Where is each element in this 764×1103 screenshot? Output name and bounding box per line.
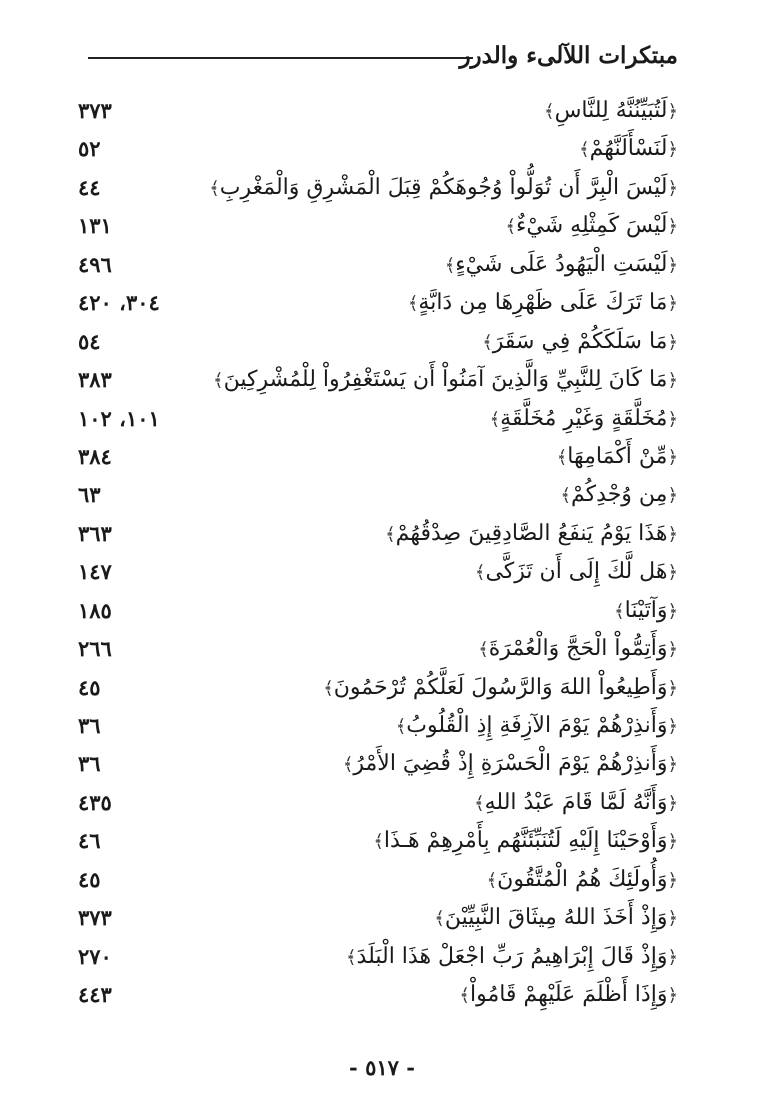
index-entry: [78, 630, 678, 668]
ornate-bracket-close: ﴾: [486, 869, 498, 891]
ornate-bracket-close: ﴾: [614, 600, 625, 622]
ornate-bracket-close: ﴾: [373, 831, 384, 853]
running-header: [88, 40, 678, 74]
index-entry: [78, 707, 678, 745]
ornate-bracket-open: ﴿: [667, 370, 678, 392]
index-entry: [78, 361, 678, 399]
ornate-bracket-close: ﴾: [385, 523, 396, 545]
ornate-bracket-open: ﴿: [667, 254, 678, 276]
index-entry: [78, 899, 678, 937]
ornate-bracket-close: ﴾: [444, 254, 456, 276]
ornate-bracket-close: ﴾: [482, 331, 493, 353]
verse-words: وَآتَيْنَا: [624, 597, 668, 623]
ornate-bracket-open: ﴿: [667, 831, 678, 853]
ornate-bracket-open: ﴿: [667, 985, 678, 1007]
index-entry: [78, 976, 678, 1014]
page-reference: ٣٧٣: [78, 905, 112, 931]
ornate-bracket-close: ﴾: [342, 754, 354, 776]
ornate-bracket-open: ﴿: [667, 177, 678, 199]
verse-words: وَإِذْ قَالَ إِبْرَاهِيمُ رَبِّ اجْعَلْ هَذَا الْبَلَدَ: [356, 943, 668, 969]
ornate-bracket-open: ﴿: [667, 523, 678, 545]
verse-words: وَأَطِيعُواْ اللهَ وَالرَّسُولَ لَعَلَّكُمْ تُرْحَمُونَ: [333, 674, 668, 700]
ornate-bracket-open: ﴿: [667, 485, 678, 507]
verse-index-list: [78, 92, 678, 1015]
verse-text: [506, 211, 679, 242]
verse-text: [490, 404, 678, 435]
page-reference: ١٤٧: [78, 559, 112, 585]
ornate-bracket-open: ﴿: [667, 139, 678, 161]
ornate-bracket-open: ﴿: [667, 600, 678, 622]
verse-words: لَيْسَتِ الْيَهُودُ عَلَى شَيْءٍ: [455, 251, 668, 277]
ornate-bracket-close: ﴾: [560, 485, 572, 507]
verse-text: [396, 711, 678, 742]
ornate-bracket-open: ﴿: [667, 716, 678, 737]
index-entry: [78, 92, 678, 130]
book-title: مبتكرات اللآلىء والدرر: [459, 42, 678, 69]
ornate-bracket-close: ﴾: [323, 677, 334, 699]
page-reference: ٣٦: [78, 713, 101, 738]
page-reference: ٦٣: [78, 482, 101, 508]
verse-words: لَيْسَ الْبِرَّ أَن تُوَلُّواْ وُجُوهَكُمْ قِبَلَ الْمَشْرِقِ وَالْمَغْرِبِ: [219, 174, 668, 200]
index-entry: [78, 745, 678, 783]
verse-text: [209, 173, 678, 204]
page-reference: ٤٤٣: [78, 982, 112, 1008]
verse-words: وَإِذَا أَظْلَمَ عَلَيْهِمْ قَامُواْ: [469, 982, 668, 1008]
ornate-bracket-close: ﴾: [407, 293, 419, 315]
verse-words: وَأُولَئِكَ هُمُ الْمُتَّقُونَ: [497, 866, 668, 892]
ornate-bracket-close: ﴾: [478, 639, 489, 661]
page-reference: ١٨٥: [78, 597, 112, 623]
verse-text: [434, 903, 678, 934]
page-reference: ٤٥: [78, 866, 101, 892]
page-reference: ٤٤: [78, 174, 101, 200]
index-entry: [78, 246, 678, 284]
page-reference: ٣٨٣: [78, 367, 112, 393]
index-entry: [78, 284, 678, 322]
verse-text: [373, 826, 678, 857]
verse-text: [544, 96, 678, 127]
verse-text: [323, 673, 678, 704]
verse-words: لَنَسْأَلَنَّهُمْ: [589, 136, 668, 162]
index-entry: [78, 169, 678, 207]
ornate-bracket-open: ﴿: [667, 408, 678, 430]
verse-text: [213, 365, 678, 396]
verse-words: مَا سَلَكَكُمْ فِي سَقَرَ: [492, 328, 668, 354]
verse-words: مُخَلَّقَةٍ وَغَيْرِ مُخَلَّقَةٍ: [500, 405, 668, 431]
index-entry: [78, 476, 678, 514]
ornate-bracket-open: ﴿: [667, 677, 678, 699]
page-reference: ٣٨٤: [78, 443, 112, 469]
ornate-bracket-open: ﴿: [667, 792, 678, 814]
page-reference: ٢٧٠: [78, 943, 112, 969]
verse-text: [346, 942, 678, 973]
page-reference: ٢٦٦: [78, 636, 112, 662]
ornate-bracket-open: ﴿: [667, 869, 678, 891]
ornate-bracket-close: ﴾: [489, 408, 501, 430]
verse-words: وَأَنذِرْهُمْ يَوْمَ الآزِفَةِ إِذِ الْقُلُوبُ: [406, 713, 668, 738]
verse-text: [343, 749, 678, 780]
index-entry: [78, 553, 678, 591]
verse-words: وَأَنَّهُ لَمَّا قَامَ عَبْدُ اللهِ: [484, 789, 668, 815]
index-entry: [78, 784, 678, 822]
verse-words: هَل لَّكَ إِلَى أَن تَزَكَّى: [485, 559, 668, 585]
ornate-bracket-close: ﴾: [395, 716, 407, 737]
verse-words: مِّنْ أَكْمَامِهَا: [567, 443, 668, 469]
ornate-bracket-close: ﴾: [505, 216, 517, 238]
ornate-bracket-close: ﴾: [474, 792, 485, 814]
verse-text: [487, 865, 678, 896]
verse-words: وَأَوْحَيْنَا إِلَيْهِ لَتُنَبِّئَنَّهُم بِأَمْرِهِمْ هَـذَا: [383, 828, 668, 854]
ornate-bracket-close: ﴾: [579, 139, 590, 161]
ornate-bracket-open: ﴿: [667, 101, 678, 122]
index-entry: [78, 323, 678, 361]
index-entry: [78, 669, 678, 707]
page-reference: ٤٥: [78, 674, 101, 700]
page-reference: ٤٩٦: [78, 251, 112, 277]
verse-text: [459, 980, 678, 1011]
page-reference: ٣٦: [78, 751, 101, 777]
page-reference: ٥٢: [78, 136, 101, 162]
page-reference: ٣٧٣: [78, 98, 112, 123]
page-number: - ٥١٧ -: [349, 1055, 415, 1080]
verse-text: [478, 634, 678, 665]
index-entry: [78, 207, 678, 245]
ornate-bracket-close: ﴾: [209, 177, 220, 199]
index-entry: [78, 861, 678, 899]
verse-words: وَأَتِمُّواْ الْحَجَّ وَالْعُمْرَةَ: [488, 636, 668, 662]
verse-words: لَيْسَ كَمِثْلِهِ شَيْءٌ: [516, 213, 668, 239]
verse-text: [408, 288, 678, 319]
verse-words: مِن وُجْدِكُمْ: [571, 482, 668, 508]
verse-words: لَتُبَيِّنُنَّهُ لِلنَّاسِ: [554, 98, 668, 123]
verse-words: هَذَا يَوْمُ يَنفَعُ الصَّادِقِينَ صِدْقُهُمْ: [395, 520, 668, 546]
verse-words: وَأَنذِرْهُمْ يَوْمَ الْحَسْرَةِ إِذْ قُضِيَ الأَمْرُ: [353, 751, 668, 777]
page-reference: ٤٣٥: [78, 789, 112, 815]
verse-text: [579, 134, 678, 165]
header-rule: [88, 57, 473, 59]
verse-words: مَا تَرَكَ عَلَى ظَهْرِهَا مِن دَابَّةٍ: [418, 290, 668, 316]
page-reference: ٣٦٣: [78, 520, 112, 546]
verse-text: [557, 442, 678, 473]
index-entry: [78, 592, 678, 630]
ornate-bracket-close: ﴾: [434, 908, 445, 930]
page-reference: ١٣١: [78, 213, 112, 239]
ornate-bracket-open: ﴿: [667, 331, 678, 353]
ornate-bracket-open: ﴿: [667, 562, 678, 584]
ornate-bracket-open: ﴿: [667, 946, 678, 968]
ornate-bracket-close: ﴾: [459, 985, 470, 1007]
ornate-bracket-close: ﴾: [345, 946, 357, 968]
ornate-bracket-open: ﴿: [667, 293, 678, 315]
ornate-bracket-open: ﴿: [667, 908, 678, 930]
verse-text: [614, 596, 678, 627]
verse-words: مَا كَانَ لِلنَّبِيِّ وَالَّذِينَ آمَنُواْ أَن يَسْتَغْفِرُواْ لِلْمُشْرِكِينَ: [223, 367, 668, 393]
index-entry: [78, 438, 678, 476]
index-entry: [78, 515, 678, 553]
ornate-bracket-open: ﴿: [667, 639, 678, 661]
verse-text: [385, 519, 678, 550]
page-reference: ٤٦: [78, 828, 101, 854]
page-reference: ١٠١، ١٠٢: [78, 405, 160, 431]
page-reference: ٥٤: [78, 328, 101, 354]
ornate-bracket-close: ﴾: [556, 446, 568, 468]
verse-text: [445, 250, 678, 281]
ornate-bracket-close: ﴾: [544, 101, 555, 122]
verse-text: [474, 788, 678, 819]
verse-text: [475, 557, 678, 588]
ornate-bracket-open: ﴿: [667, 754, 678, 776]
verse-text: [560, 480, 678, 511]
ornate-bracket-close: ﴾: [474, 562, 486, 584]
index-entry: [78, 822, 678, 860]
index-entry: [78, 938, 678, 976]
verse-words: وَإِذْ أَخَذَ اللهُ مِيثَاقَ النَّبِيِّيْنَ: [444, 905, 668, 931]
index-entry: [78, 130, 678, 168]
ornate-bracket-open: ﴿: [667, 446, 678, 468]
verse-text: [482, 327, 678, 358]
index-entry: [78, 400, 678, 438]
page-reference: ٣٠٤، ٤٢٠: [78, 290, 160, 316]
ornate-bracket-close: ﴾: [213, 370, 224, 392]
ornate-bracket-open: ﴿: [667, 216, 678, 238]
